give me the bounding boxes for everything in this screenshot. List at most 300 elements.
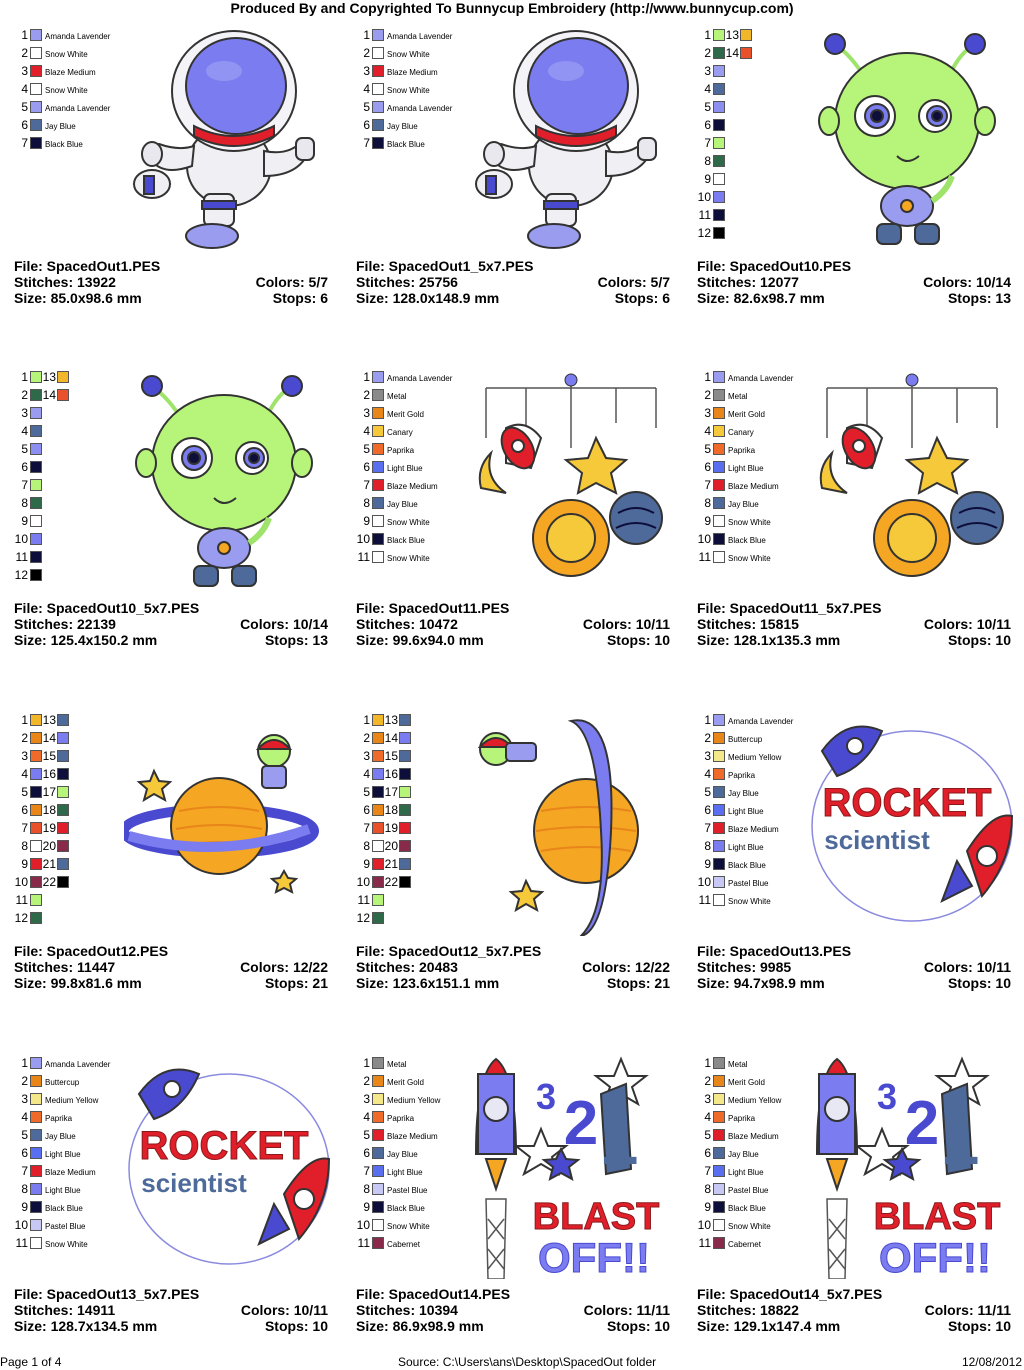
thread-swatch xyxy=(372,750,384,762)
thread-name: Blaze Medium xyxy=(728,1132,779,1141)
thread-number: 8 xyxy=(21,839,28,853)
thread-row xyxy=(697,1182,817,1200)
thread-name: Amanda Lavender xyxy=(45,32,111,41)
thread-swatch xyxy=(372,425,384,437)
size-line: Size: 128.7x134.5 mm xyxy=(14,1318,158,1334)
art-blast: BLAST xyxy=(873,1196,1001,1238)
thread-name: Black Blue xyxy=(728,1204,766,1213)
thread-swatch xyxy=(713,822,725,834)
thread-number: 1 xyxy=(21,370,28,384)
thread-swatch xyxy=(30,371,42,383)
colors-line: Colors: 10/14 xyxy=(923,274,1011,290)
thread-swatch xyxy=(372,137,384,149)
thread-swatch xyxy=(713,804,725,816)
mobile-icon xyxy=(807,368,1017,593)
thread-name: Snow White xyxy=(387,518,430,527)
thread-number: 19 xyxy=(42,821,56,835)
thread-swatch xyxy=(30,461,42,473)
thread-row xyxy=(14,406,134,424)
thread-row xyxy=(14,911,134,929)
thread-row xyxy=(697,803,817,821)
thread-swatch xyxy=(30,83,42,95)
thread-swatch xyxy=(372,1057,384,1069)
thread-swatch xyxy=(372,912,384,924)
thread-swatch xyxy=(57,714,69,726)
thread-row xyxy=(356,388,476,406)
thread-row xyxy=(697,388,817,406)
thread-row xyxy=(14,785,134,803)
thread-row xyxy=(356,767,476,785)
stitch-count: 11447 xyxy=(77,959,116,975)
thread-number: 12 xyxy=(14,568,28,582)
thread-swatch xyxy=(713,137,725,149)
thread-name: Blaze Medium xyxy=(45,68,96,77)
thread-number: 1 xyxy=(704,370,711,384)
thread-swatch xyxy=(399,840,411,852)
mobile-icon xyxy=(466,368,676,593)
thread-number: 17 xyxy=(42,785,56,799)
thread-name: Buttercup xyxy=(728,735,763,744)
file-name: SpacedOut11.PES xyxy=(388,600,510,616)
thread-number: 4 xyxy=(704,767,711,781)
stops-line: Stops: 21 xyxy=(606,975,670,991)
stitches-line: Stitches: 15815 xyxy=(697,616,799,632)
thread-row xyxy=(697,46,817,64)
stitch-count: 14911 xyxy=(77,1302,116,1318)
thread-swatch xyxy=(713,29,725,41)
thread-number: 9 xyxy=(363,857,370,871)
thread-number: 6 xyxy=(704,1146,711,1160)
thread-name: Snow White xyxy=(728,897,771,906)
stop-count: 10 xyxy=(654,1318,670,1334)
thread-number: 11 xyxy=(15,550,28,564)
thread-name: Blaze Medium xyxy=(728,482,779,491)
thread-swatch xyxy=(372,714,384,726)
file-line: File: SpacedOut1_5x7.PES xyxy=(356,258,534,274)
thread-name: Light Blue xyxy=(728,843,764,852)
thread-name: Cabernet xyxy=(728,1240,761,1249)
thread-row xyxy=(697,514,817,532)
thread-row xyxy=(697,28,817,46)
thread-number: 9 xyxy=(704,172,711,186)
thread-row xyxy=(356,1056,476,1074)
thread-swatch xyxy=(713,876,725,888)
thread-swatch xyxy=(30,47,42,59)
thread-name: Medium Yellow xyxy=(45,1096,99,1105)
thread-number: 11 xyxy=(698,893,711,907)
alien-icon xyxy=(124,368,334,593)
stitches-line: Stitches: 13922 xyxy=(14,274,116,290)
file-line: File: SpacedOut12.PES xyxy=(14,943,169,959)
thread-row xyxy=(356,406,476,424)
thread-number: 9 xyxy=(704,514,711,528)
color-count: 10/11 xyxy=(293,1302,328,1318)
thread-number: 4 xyxy=(704,82,711,96)
stitch-count: 10472 xyxy=(419,616,458,632)
thread-swatch xyxy=(372,479,384,491)
thread-number: 2 xyxy=(21,1074,28,1088)
colors-line: Colors: 11/11 xyxy=(583,1302,670,1318)
thread-number: 8 xyxy=(363,496,370,510)
alien-icon xyxy=(807,26,1017,251)
thread-name: Snow White xyxy=(45,1240,88,1249)
stitch-count: 13922 xyxy=(77,274,116,290)
thread-name: Light Blue xyxy=(45,1150,81,1159)
thread-row xyxy=(697,857,817,875)
thread-color-list xyxy=(14,370,134,586)
file-name: SpacedOut13.PES xyxy=(729,943,852,959)
thread-name: Paprika xyxy=(728,446,756,455)
file-name: SpacedOut14_5x7.PES xyxy=(729,1286,883,1302)
thread-number: 5 xyxy=(21,442,28,456)
thread-number: 2 xyxy=(21,731,28,745)
thread-swatch xyxy=(713,840,725,852)
colors-line: Colors: 10/14 xyxy=(240,616,328,632)
thread-number: 8 xyxy=(363,839,370,853)
colors-line: Colors: 12/22 xyxy=(240,959,328,975)
thread-number: 2 xyxy=(704,388,711,402)
thread-swatch xyxy=(713,65,725,77)
thread-row xyxy=(697,460,817,478)
thread-number: 4 xyxy=(704,1110,711,1124)
size-line: Size: 123.6x151.1 mm xyxy=(356,975,500,991)
thread-number: 8 xyxy=(363,1182,370,1196)
thread-name: Canary xyxy=(387,428,413,437)
thread-number: 7 xyxy=(704,478,711,492)
thread-row xyxy=(356,28,476,46)
thread-row xyxy=(697,100,817,118)
thread-swatch xyxy=(713,461,725,473)
stops-line: Stops: 6 xyxy=(272,290,328,306)
thread-number: 3 xyxy=(363,64,370,78)
thread-row xyxy=(356,442,476,460)
thread-name: Snow White xyxy=(387,50,430,59)
thread-row xyxy=(356,1074,476,1092)
thread-name: Buttercup xyxy=(45,1078,80,1087)
thread-swatch xyxy=(399,714,411,726)
thread-row xyxy=(14,550,134,568)
thread-number: 9 xyxy=(363,1200,370,1214)
design-card xyxy=(356,1054,686,1370)
thread-number: 3 xyxy=(704,1092,711,1106)
thread-swatch xyxy=(30,858,42,870)
thread-row xyxy=(697,550,817,568)
thread-row xyxy=(14,767,134,785)
thread-number: 22 xyxy=(42,875,56,889)
thread-name: Blaze Medium xyxy=(45,1168,96,1177)
thread-number: 13 xyxy=(42,370,56,384)
thread-row xyxy=(14,496,134,514)
art-digit-3: 3 xyxy=(535,1076,557,1117)
thread-row xyxy=(14,514,134,532)
thread-number: 5 xyxy=(704,100,711,114)
thread-number: 4 xyxy=(363,767,370,781)
thread-swatch xyxy=(57,371,69,383)
thread-number: 16 xyxy=(384,767,398,781)
planet-tall-icon xyxy=(466,711,676,936)
thread-number: 6 xyxy=(21,118,28,132)
design-size: 128.0x148.9 mm xyxy=(392,290,500,306)
thread-number: 3 xyxy=(21,406,28,420)
thread-name: Snow White xyxy=(387,1222,430,1231)
thread-row xyxy=(697,118,817,136)
thread-number: 7 xyxy=(704,136,711,150)
thread-swatch xyxy=(30,714,42,726)
thread-row xyxy=(356,64,476,82)
art-blast: BLAST xyxy=(532,1196,660,1238)
file-line: File: SpacedOut11_5x7.PES xyxy=(697,600,882,616)
thread-row xyxy=(356,857,476,875)
thread-swatch xyxy=(372,786,384,798)
thread-swatch xyxy=(30,1075,42,1087)
thread-number: 18 xyxy=(42,803,56,817)
art-title: ROCKET xyxy=(822,781,992,825)
thread-row xyxy=(356,1128,476,1146)
thread-row xyxy=(356,1218,476,1236)
thread-number: 4 xyxy=(21,82,28,96)
design-card xyxy=(697,26,1024,356)
thread-swatch xyxy=(372,1237,384,1249)
design-card xyxy=(14,368,344,698)
design-size: 94.7x98.9 mm xyxy=(733,975,825,991)
design-card xyxy=(356,368,686,698)
thread-swatch xyxy=(372,47,384,59)
thread-number: 8 xyxy=(704,154,711,168)
thread-number: 5 xyxy=(363,100,370,114)
colors-line: Colors: 10/11 xyxy=(582,616,670,632)
thread-swatch xyxy=(30,479,42,491)
thread-swatch xyxy=(30,389,42,401)
color-count: 10/14 xyxy=(292,616,328,632)
thread-number: 9 xyxy=(21,514,28,528)
thread-swatch xyxy=(713,1201,725,1213)
colors-line: Colors: 5/7 xyxy=(597,274,670,290)
thread-number: 1 xyxy=(704,28,711,42)
design-card xyxy=(14,26,344,356)
thread-number: 7 xyxy=(21,821,28,835)
file-name: SpacedOut11_5x7.PES xyxy=(729,600,882,616)
thread-number: 9 xyxy=(704,1200,711,1214)
thread-number: 6 xyxy=(704,118,711,132)
thread-number: 2 xyxy=(21,388,28,402)
thread-number: 10 xyxy=(14,1218,28,1232)
thread-number: 22 xyxy=(384,875,398,889)
stitches-line: Stitches: 14911 xyxy=(14,1302,116,1318)
thread-number: 3 xyxy=(363,406,370,420)
thread-swatch xyxy=(713,497,725,509)
color-count: 12/22 xyxy=(292,959,328,975)
thread-number: 11 xyxy=(698,208,711,222)
colors-line: Colors: 10/11 xyxy=(923,616,1011,632)
thread-number: 10 xyxy=(697,532,711,546)
thread-number: 10 xyxy=(697,190,711,204)
thread-number: 6 xyxy=(363,803,370,817)
thread-row xyxy=(356,839,476,857)
thread-swatch xyxy=(30,804,42,816)
thread-number: 3 xyxy=(363,1092,370,1106)
thread-name: Metal xyxy=(387,392,407,401)
thread-color-list xyxy=(697,28,817,244)
thread-number: 14 xyxy=(384,731,398,745)
thread-swatch xyxy=(713,47,725,59)
thread-swatch xyxy=(372,1111,384,1123)
thread-swatch xyxy=(713,191,725,203)
thread-row xyxy=(697,1074,817,1092)
thread-number: 7 xyxy=(21,1164,28,1178)
thread-number: 15 xyxy=(42,749,56,763)
thread-row xyxy=(356,424,476,442)
size-line: Size: 128.1x135.3 mm xyxy=(697,632,841,648)
page-footer xyxy=(0,1354,1024,1370)
thread-number: 8 xyxy=(704,1182,711,1196)
thread-name: Black Blue xyxy=(45,140,83,149)
thread-number: 1 xyxy=(21,713,28,727)
thread-row xyxy=(14,713,134,731)
thread-number: 7 xyxy=(363,136,370,150)
size-line: Size: 128.0x148.9 mm xyxy=(356,290,500,306)
thread-name: Snow White xyxy=(387,554,430,563)
thread-row xyxy=(356,1110,476,1128)
thread-number: 2 xyxy=(363,388,370,402)
thread-swatch xyxy=(713,227,725,239)
thread-row xyxy=(14,1200,134,1218)
file-name: SpacedOut10_5x7.PES xyxy=(46,600,200,616)
thread-row xyxy=(14,568,134,586)
thread-swatch xyxy=(372,1165,384,1177)
thread-swatch xyxy=(740,29,752,41)
thread-swatch xyxy=(30,1165,42,1177)
thread-name: Black Blue xyxy=(728,536,766,545)
file-name: SpacedOut13_5x7.PES xyxy=(46,1286,200,1302)
thread-swatch xyxy=(399,876,411,888)
thread-number: 6 xyxy=(363,118,370,132)
thread-swatch xyxy=(372,1183,384,1195)
planet-icon xyxy=(124,711,334,936)
thread-number: 3 xyxy=(21,749,28,763)
thread-swatch xyxy=(30,1183,42,1195)
thread-swatch xyxy=(30,786,42,798)
thread-number: 5 xyxy=(704,785,711,799)
thread-swatch xyxy=(713,443,725,455)
thread-row xyxy=(356,532,476,550)
thread-number: 6 xyxy=(363,460,370,474)
design-size: 85.0x98.6 mm xyxy=(50,290,142,306)
thread-swatch xyxy=(30,840,42,852)
thread-number: 2 xyxy=(363,46,370,60)
thread-swatch xyxy=(372,804,384,816)
thread-number: 13 xyxy=(42,713,56,727)
file-name: SpacedOut1.PES xyxy=(46,258,161,274)
thread-row xyxy=(14,857,134,875)
stops-line: Stops: 6 xyxy=(614,290,670,306)
thread-number: 1 xyxy=(363,1056,370,1070)
thread-row xyxy=(356,911,476,929)
thread-row xyxy=(14,1218,134,1236)
thread-number: 4 xyxy=(363,1110,370,1124)
thread-swatch xyxy=(399,822,411,834)
thread-row xyxy=(697,64,817,82)
thread-row xyxy=(697,496,817,514)
design-card xyxy=(697,711,1024,1041)
thread-row xyxy=(697,731,817,749)
thread-name: Jay Blue xyxy=(387,1150,418,1159)
thread-name: Merit Gold xyxy=(728,410,765,419)
thread-number: 9 xyxy=(704,857,711,871)
thread-number: 14 xyxy=(42,731,56,745)
design-card xyxy=(697,1054,1024,1370)
art-off: OFF!! xyxy=(538,1234,650,1279)
thread-name: Amanda Lavender xyxy=(45,104,111,113)
thread-row xyxy=(14,388,134,406)
thread-swatch xyxy=(30,1093,42,1105)
thread-row xyxy=(697,1056,817,1074)
thread-number: 1 xyxy=(363,713,370,727)
thread-number: 13 xyxy=(384,713,398,727)
stop-count: 10 xyxy=(312,1318,328,1334)
stops-line: Stops: 13 xyxy=(264,632,328,648)
thread-number: 7 xyxy=(363,1164,370,1178)
thread-row xyxy=(697,1218,817,1236)
thread-swatch xyxy=(713,1183,725,1195)
thread-row xyxy=(697,875,817,893)
thread-name: Amanda Lavender xyxy=(45,1060,111,1069)
thread-number: 11 xyxy=(698,1236,711,1250)
thread-color-list xyxy=(14,1056,134,1254)
thread-number: 6 xyxy=(21,460,28,474)
thread-swatch xyxy=(713,551,725,563)
thread-number: 3 xyxy=(704,749,711,763)
thread-row xyxy=(356,803,476,821)
thread-name: Paprika xyxy=(45,1114,73,1123)
thread-swatch xyxy=(372,732,384,744)
thread-name: Jay Blue xyxy=(728,1150,759,1159)
thread-number: 4 xyxy=(21,767,28,781)
thread-name: Light Blue xyxy=(387,1168,423,1177)
thread-swatch xyxy=(57,840,69,852)
thread-swatch xyxy=(30,533,42,545)
thread-number: 5 xyxy=(363,442,370,456)
thread-number: 14 xyxy=(42,388,56,402)
thread-number: 11 xyxy=(15,893,28,907)
thread-number: 6 xyxy=(363,1146,370,1160)
thread-row xyxy=(356,1164,476,1182)
thread-number: 5 xyxy=(21,1128,28,1142)
thread-row xyxy=(14,731,134,749)
thread-swatch xyxy=(372,389,384,401)
thread-number: 10 xyxy=(356,875,370,889)
thread-name: Metal xyxy=(728,1060,748,1069)
thread-name: Medium Yellow xyxy=(387,1096,441,1105)
stitches-line: Stitches: 25756 xyxy=(356,274,458,290)
thread-row xyxy=(697,1200,817,1218)
color-count: 5/7 xyxy=(650,274,670,290)
thread-row xyxy=(697,154,817,172)
thread-number: 10 xyxy=(697,875,711,889)
stitch-count: 20483 xyxy=(419,959,458,975)
size-line: Size: 86.9x98.9 mm xyxy=(356,1318,484,1334)
color-count: 10/11 xyxy=(976,616,1011,632)
thread-swatch xyxy=(372,840,384,852)
thread-row xyxy=(697,1110,817,1128)
thread-number: 7 xyxy=(21,136,28,150)
thread-swatch xyxy=(372,83,384,95)
thread-number: 2 xyxy=(363,1074,370,1088)
thread-number: 1 xyxy=(21,1056,28,1070)
thread-row xyxy=(14,1164,134,1182)
thread-number: 8 xyxy=(704,839,711,853)
thread-number: 3 xyxy=(21,1092,28,1106)
thread-number: 5 xyxy=(363,1128,370,1142)
